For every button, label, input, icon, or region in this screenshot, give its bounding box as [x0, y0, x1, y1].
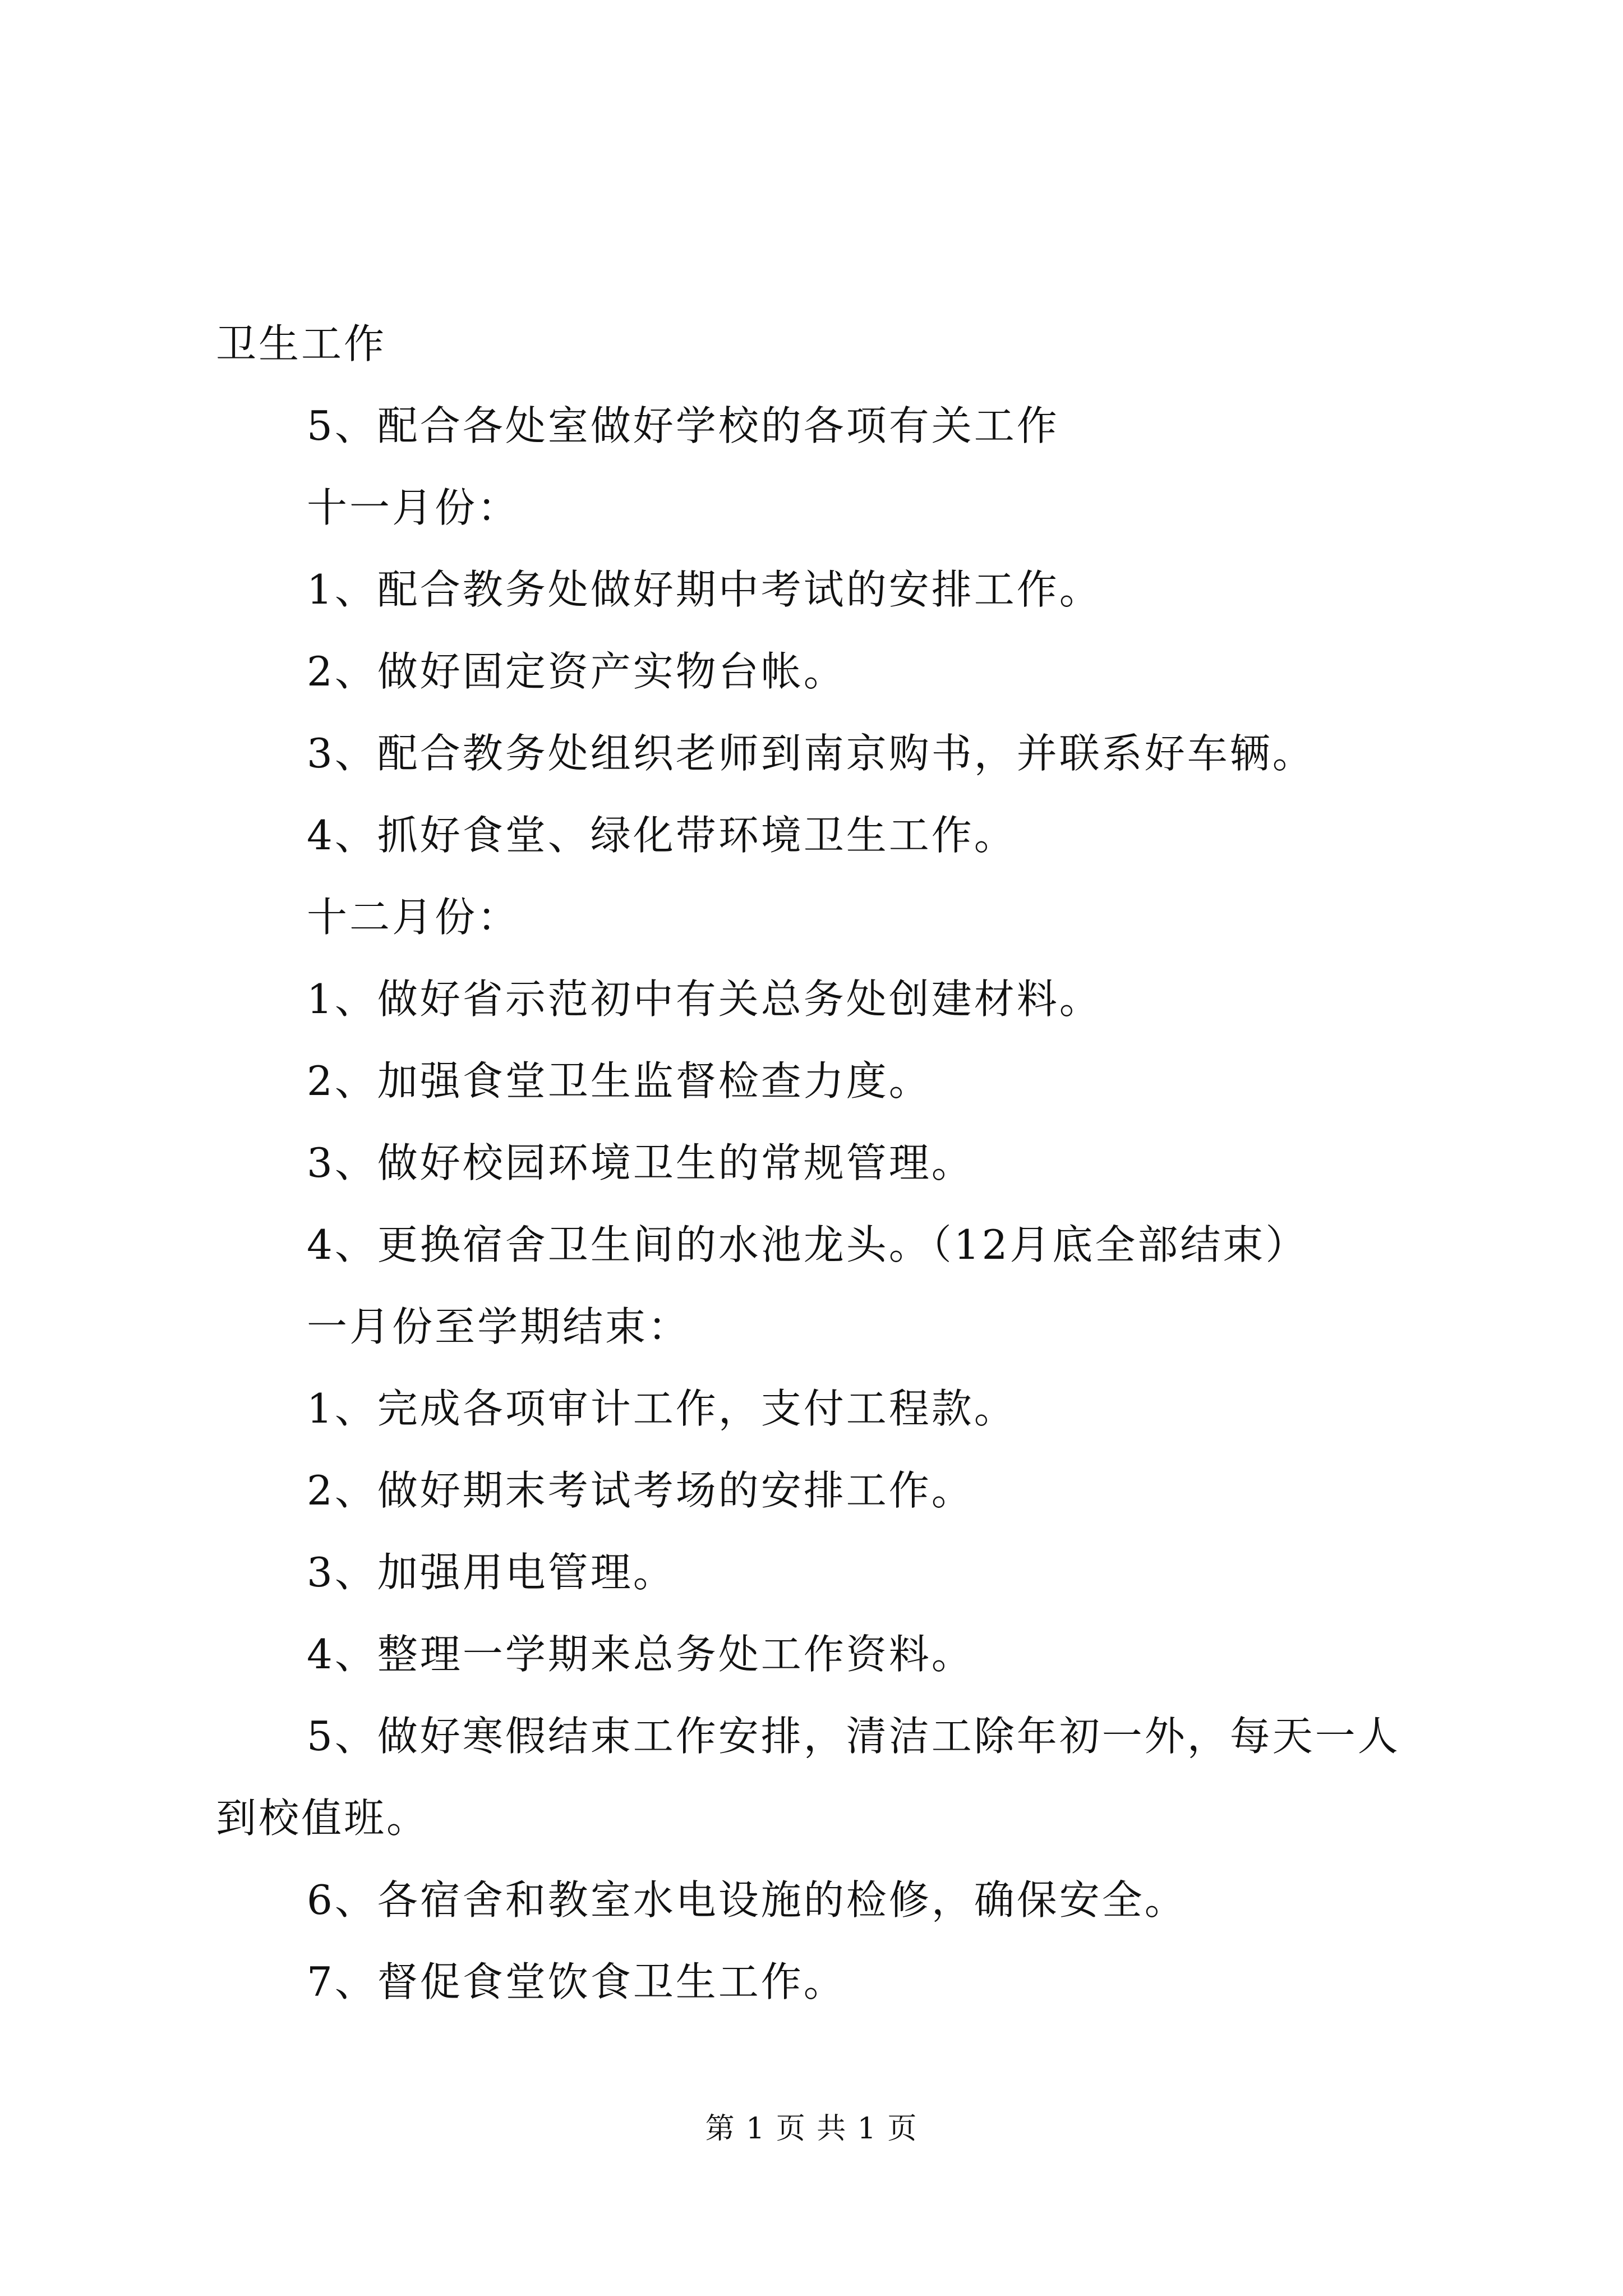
- text-line: 4、整理一学期来总务处工作资料。: [307, 1631, 974, 1678]
- text-line: 1、完成各项审计工作，支付工程款。: [307, 1385, 1017, 1432]
- page-footer: 第 1 页 共 1 页: [705, 2112, 918, 2146]
- section-heading-january: 一月份至学期结束：: [307, 1303, 691, 1350]
- text-line: 1、做好省示范初中有关总务处创建材料。: [307, 976, 1102, 1023]
- text-line: 2、做好期末考试考场的安排工作。: [307, 1467, 974, 1514]
- text-line: 5、配合各处室做好学校的各项有关工作: [307, 402, 1059, 449]
- text-line: 7、督促食堂饮食卫生工作。: [307, 1958, 846, 2005]
- text-line: 6、各宿舍和教室水电设施的检修，确保安全。: [307, 1876, 1187, 1924]
- text-line: 4、更换宿舍卫生间的水池龙头。（12月底全部结束）: [307, 1221, 1308, 1268]
- text-line: 5、做好寒假结束工作安排，清洁工除年初一外，每天一人: [307, 1713, 1400, 1760]
- text-line: 3、配合教务处组织老师到南京购书，并联系好车辆。: [307, 730, 1315, 777]
- text-line: 3、做好校园环境卫生的常规管理。: [307, 1139, 974, 1186]
- text-line: 2、做好固定资产实物台帐。: [307, 648, 846, 695]
- section-heading-december: 十二月份：: [307, 894, 520, 941]
- section-heading-november: 十一月份：: [307, 484, 520, 531]
- document-body: [216, 303, 1467, 2023]
- text-line: 到校值班。: [216, 1795, 430, 1842]
- text-line: 卫生工作: [216, 320, 387, 367]
- text-line: 3、加强用电管理。: [307, 1549, 676, 1596]
- text-line: 4、抓好食堂、绿化带环境卫生工作。: [307, 812, 1017, 859]
- text-line: 2、加强食堂卫生监督检查力度。: [307, 1057, 932, 1105]
- text-line: 1、配合教务处做好期中考试的安排工作。: [307, 566, 1102, 613]
